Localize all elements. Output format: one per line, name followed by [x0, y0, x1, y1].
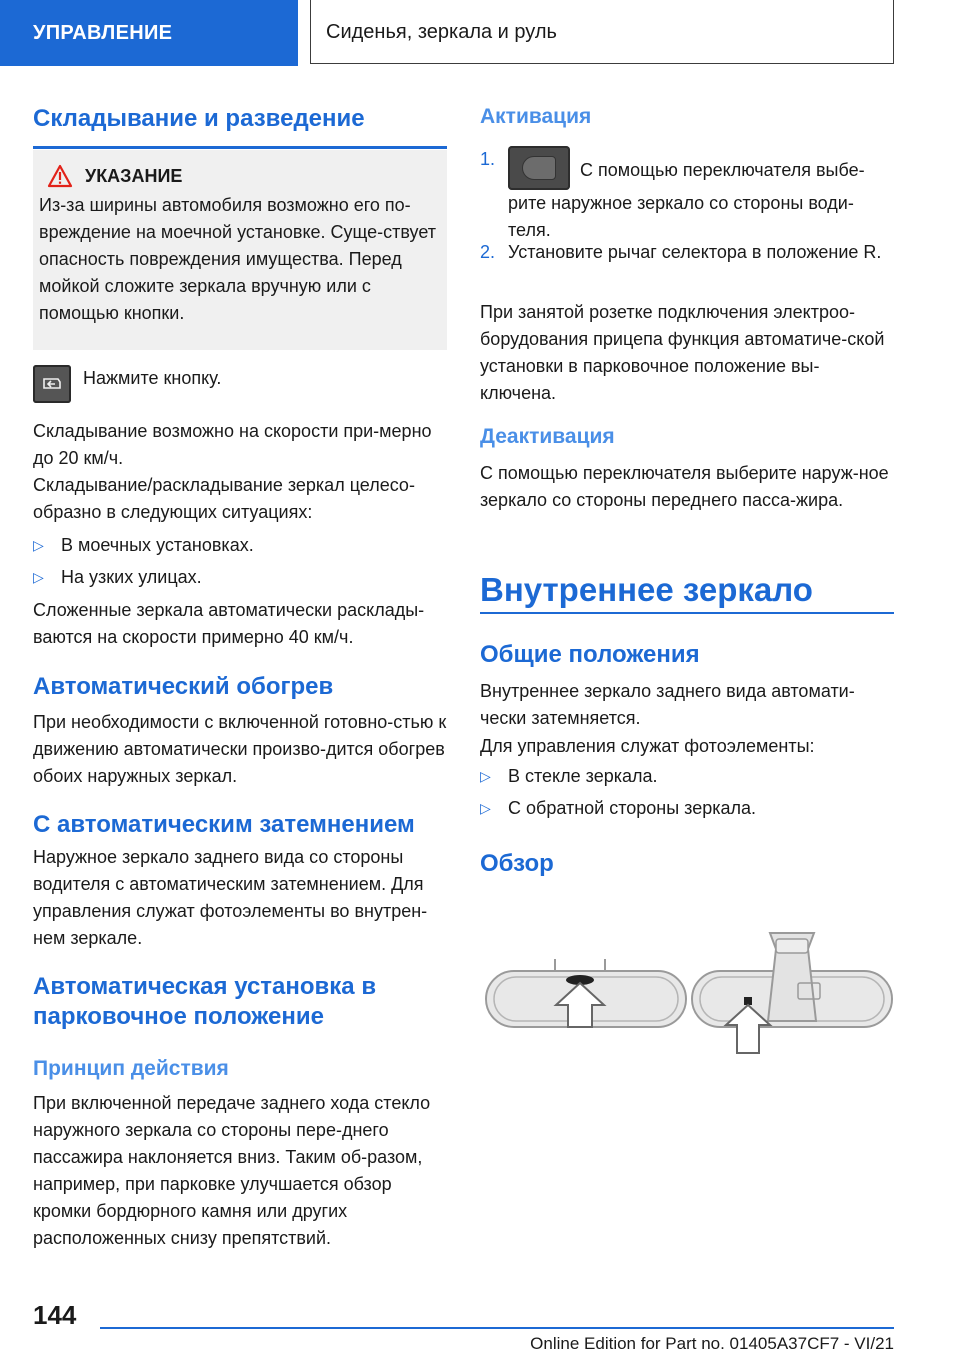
- section-title: УПРАВЛЕНИЕ: [33, 22, 173, 44]
- warning-text: Из-за ширины автомобиля возможно его по-вреждение на моечной установке. Суще-ствует опасность повреждения имущества. Перед мойкой сложите зеркала вручную или с помощью кнопки.: [39, 195, 437, 323]
- warning-icon: [47, 164, 73, 188]
- footer-rule: [100, 1327, 894, 1329]
- heading-general: Общие положения: [480, 641, 700, 668]
- warning-box: [33, 150, 447, 350]
- principle-text: При включенной передаче заднего хода стекло наружного зеркала со стороны пере-днего пассажира наклоняется вниз. Таким об-разом, например, при парковке улучшается обзор кромки бордюрного камня или других расположенных снизу препятствий.: [33, 1093, 431, 1248]
- heading-principle: Принцип действия: [33, 1057, 229, 1080]
- heading-activation: Активация: [480, 105, 592, 128]
- chapter-title: Сиденья, зеркала и руль: [326, 21, 557, 43]
- list-item: ▷ В стекле зеркала.: [480, 763, 894, 790]
- fold-mirror-button-icon: [33, 365, 71, 403]
- speed-text: Складывание возможно на скорости при-мерно до 20 км/ч.: [33, 421, 432, 468]
- press-button-text: Нажмите кнопку.: [83, 368, 222, 388]
- trailer-text: При занятой розетке подключения электроо-борудования прицепа функция автоматиче-ской установки в парковочное положение вы-ключена.: [480, 302, 885, 403]
- inner-mirror-illustration: [480, 925, 894, 1065]
- section-rule: [33, 146, 447, 149]
- heading-parking-position: Автоматическая установка в парковочное положение: [33, 973, 377, 1030]
- heading-overview: Обзор: [480, 850, 554, 877]
- warning-title: УКАЗАНИЕ: [85, 165, 183, 186]
- step-item: 2. Установите рычаг селектора в положение R.: [480, 242, 882, 262]
- bullet-triangle-icon: ▷: [480, 768, 491, 784]
- section-rule: [480, 612, 894, 614]
- heading-inner-mirror: Внутреннее зеркало: [480, 571, 813, 608]
- dimming-text: Наружное зеркало заднего вида со стороны водителя с автоматическим затемнением. Для управления служат фотоэлементы во внутрен-нем зеркале.: [33, 847, 428, 948]
- chapter-box: [310, 0, 894, 64]
- step-item: 1. С помощью переключателя выбе-рите наружное зеркало со стороны води-теля.: [480, 146, 894, 244]
- heading-deactivation: Деактивация: [480, 425, 615, 448]
- mirror-switch-icon: [508, 146, 570, 190]
- list-item: ▷ С обратной стороны зеркала.: [480, 795, 894, 822]
- heading-folding: Складывание и разведение: [33, 105, 365, 132]
- bullet-triangle-icon: ▷: [33, 537, 44, 553]
- heading-heating: Автоматический обогрев: [33, 673, 334, 700]
- page-number: 144: [33, 1300, 77, 1330]
- deactivation-text: С помощью переключателя выберите наруж-ное зеркало со стороны переднего пасса-жира.: [480, 463, 889, 510]
- sensors-text: Для управления служат фотоэлементы:: [480, 736, 815, 756]
- situations-text: Складывание/раскладывание зеркал целесо-образно в следующих ситуациях:: [33, 475, 415, 522]
- heating-text: При необходимости с включенной готовно-стью к движению автоматически произво-дится обогрев обоих наружных зеркал.: [33, 712, 447, 786]
- heading-auto-dimming: С автоматическим затемнением: [33, 811, 415, 838]
- bullet-triangle-icon: ▷: [33, 569, 44, 585]
- list-item: ▷ В моечных установках.: [33, 532, 447, 559]
- edition-text: Online Edition for Part no. 01405A37CF7 - VI/21: [530, 1334, 894, 1353]
- bullet-triangle-icon: ▷: [480, 800, 491, 816]
- list-item: ▷ На узких улицах.: [33, 564, 447, 591]
- section-tab: [0, 0, 298, 66]
- unfold-text: Сложенные зеркала автоматически расклады-ваются на скорости примерно 40 км/ч.: [33, 600, 425, 647]
- general-text: Внутреннее зеркало заднего вида автомати-чески затемняется.: [480, 681, 855, 728]
